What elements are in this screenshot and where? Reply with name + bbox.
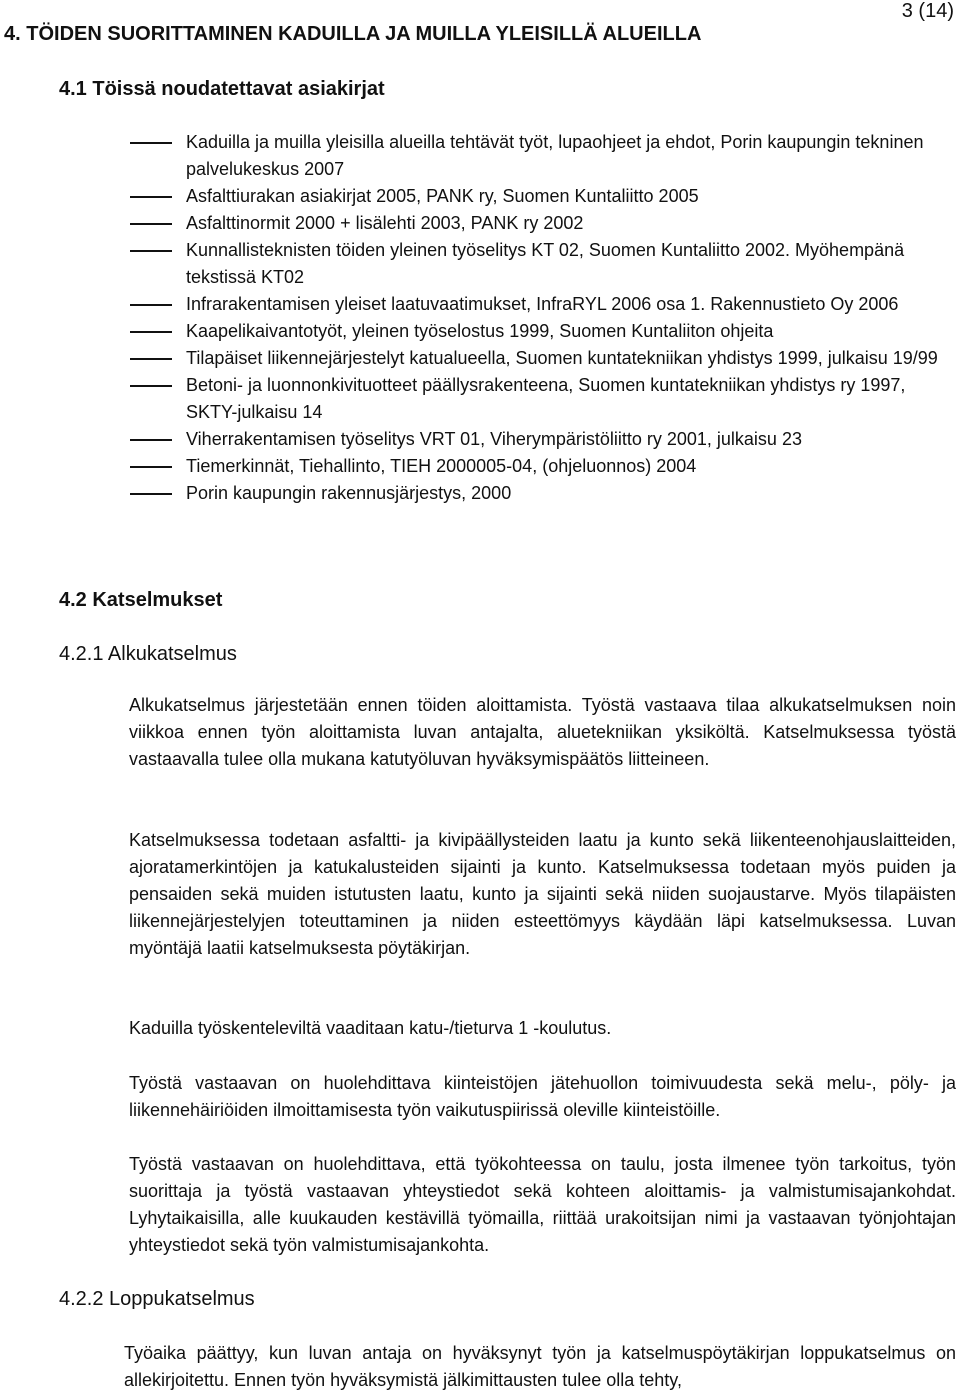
reference-list [0,129,960,507]
dash-bullet [130,223,172,225]
list-item: Viherrakentamisen työselitys VRT 01, Viherympäristöliitto ry 2001, julkaisu 23 [0,426,960,453]
section-heading-4-2: 4.2 Katselmukset [59,589,223,611]
dash-bullet [130,331,172,333]
subsection-heading-4-2-1: 4.2.1 Alkukatselmus [59,643,237,665]
dash-bullet [130,439,172,441]
dash-bullet [130,385,172,387]
list-item: Kunnallisteknisten töiden yleinen työselitys KT 02, Suomen Kuntaliitto 2002. Myöhempänä tekstissä KT02 [0,237,960,291]
paragraph: Työaika päättyy, kun luvan antaja on hyväksynyt työn ja katselmuspöytäkirjan loppukatselmus on allekirjoitettu. Ennen työn hyväksymistä jälkimittausten tulee olla tehty, [124,1343,956,1390]
page-number: 3 (14) [901,0,954,22]
dash-bullet [130,196,172,198]
paragraph: Kaduilla työskenteleviltä vaaditaan katu-/tieturva 1 -koulutus. [129,1018,612,1038]
list-item: Porin kaupungin rakennusjärjestys, 2000 [0,480,960,507]
dash-bullet [130,466,172,468]
list-item: Betoni- ja luonnonkivituotteet päällysrakenteena, Suomen kuntatekniikan yhdistys ry 1997, SKTY-julkaisu 14 [0,372,960,426]
section-heading-4-1: 4.1 Töissä noudatettavat asiakirjat [59,78,385,100]
subsection-heading-4-2-2: 4.2.2 Loppukatselmus [59,1288,255,1310]
paragraph: Työstä vastaavan on huolehdittava kiinteistöjen jätehuollon toimivuudesta sekä melu-, pöly- ja liikennehäiriöiden ilmoittamisesta työn vaikutuspiirissä oleville kiinteistöille. [129,1073,956,1120]
list-item: Asfalttinormit 2000 + lisälehti 2003, PANK ry 2002 [0,210,960,237]
chapter-heading: 4. TÖIDEN SUORITTAMINEN KADUILLA JA MUILLA YLEISILLÄ ALUEILLA [4,23,702,45]
dash-bullet [130,142,172,144]
paragraph: Työstä vastaavan on huolehdittava, että työkohteessa on taulu, josta ilmenee työn tarkoitus, työn suorittaja ja työstä vastaavan yhteystiedot sekä kohteen aloittamis- ja valmistumisajankohdat. Lyhytaikaisilla, alle kuukauden kestävillä työmailla, riittää urakoitsijan nimi ja vastaavan työnjohtajan yhteystiedot sekä työn valmistumisajankohta. [129,1154,956,1255]
list-item: Tilapäiset liikennejärjestelyt katualueella, Suomen kuntatekniikan yhdistys 1999, julkaisu 19/99 [0,345,960,372]
paragraph: Katselmuksessa todetaan asfaltti- ja kivipäällysteiden laatu ja kunto sekä liikenteenohjauslaitteiden, ajoratamerkintöjen ja katukalusteiden sijainti ja kunto. Katselmuksessa todetaan myös puiden ja pensaiden sekä muiden istutusten laatu, kunto ja sijainti sekä niiden suojaustarve. Myös tilapäisten liikennejärjestelyjen toteuttaminen ja niiden esteettömyys käydään läpi katselmuksessa. Luvan myöntäjä laatii katselmuksesta pöytäkirjan. [129,830,956,958]
list-item: Kaduilla ja muilla yleisilla alueilla tehtävät työt, lupaohjeet ja ehdot, Porin kaupungin tekninen palvelukeskus 2007 [0,129,960,183]
list-item: Tiemerkinnät, Tiehallinto, TIEH 2000005-04, (ohjeluonnos) 2004 [0,453,960,480]
dash-bullet [130,493,172,495]
dash-bullet [130,250,172,252]
list-item: Kaapelikaivantotyöt, yleinen työselostus 1999, Suomen Kuntaliiton ohjeita [0,318,960,345]
dash-bullet [130,304,172,306]
paragraph: Alkukatselmus järjestetään ennen töiden aloittamista. Työstä vastaava tilaa alkukatselmuksen noin viikkoa ennen työn aloittamista luvan antajalta, aluetekniikan yksiköltä. Katselmuksessa työstä vastaavalla tulee olla mukana katutyöluvan hyväksymispäätös liitteineen. [129,695,956,769]
list-item: Infrarakentamisen yleiset laatuvaatimukset, InfraRYL 2006 osa 1. Rakennustieto Oy 2006 [0,291,960,318]
dash-bullet [130,358,172,360]
list-item: Asfalttiurakan asiakirjat 2005, PANK ry, Suomen Kuntaliitto 2005 [0,183,960,210]
